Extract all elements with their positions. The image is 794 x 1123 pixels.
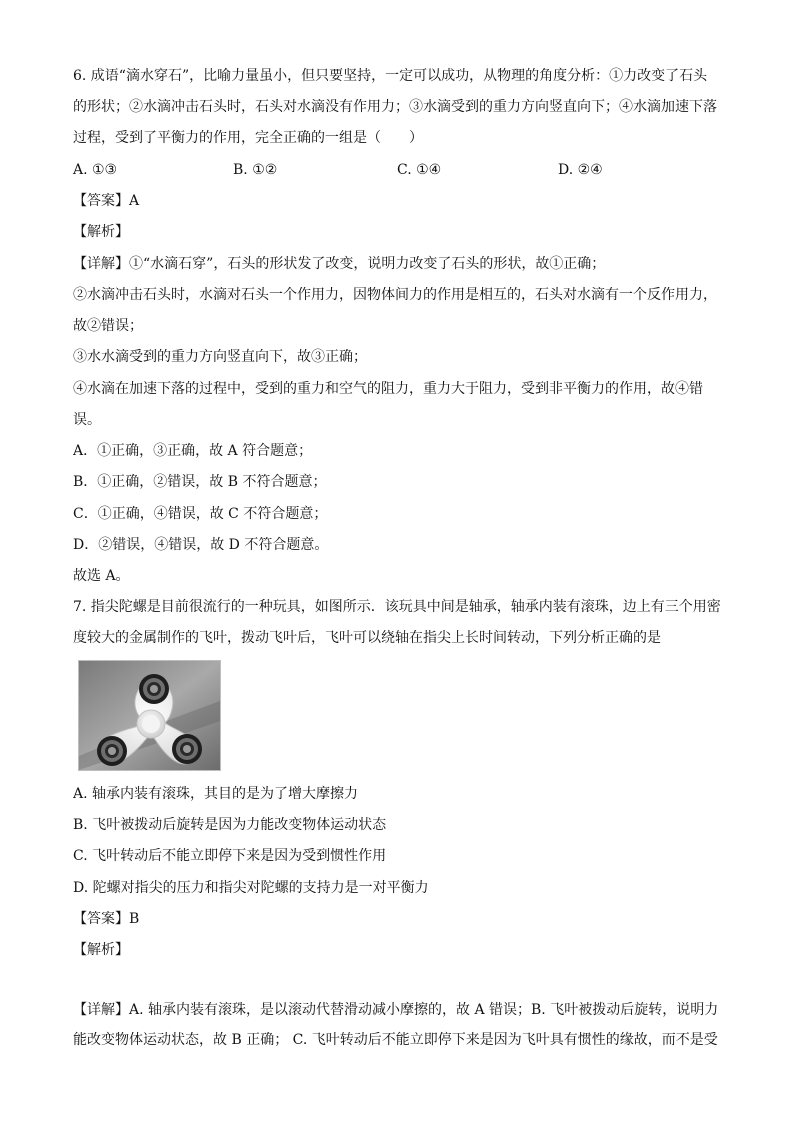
q6-detail-line-4: ③水水滴受到的重力方向竖直向下，故③正确； bbox=[73, 349, 367, 365]
q6-option-c: C. ①④ bbox=[397, 162, 442, 178]
q7-option-d: D. 陀螺对指尖的压力和指尖对陀螺的支持力是一对平衡力 bbox=[73, 880, 429, 896]
q7-analysis-tag: 【解析】 bbox=[73, 942, 129, 958]
q7-option-b: B. 飞叶被拨动后旋转是因为力能改变物体运动状态 bbox=[73, 817, 387, 833]
q6-detail-line-8: B．①正确，②错误，故 B 不符合题意； bbox=[73, 474, 327, 490]
q6-option-a: A. ①③ bbox=[73, 162, 118, 178]
q6-stem-line-1: 6. 成语“滴水穿石”，比喻力量虽小，但只要坚持，一定可以成功，从物理的角度分析：①力改变了石头 bbox=[73, 68, 708, 84]
q6-detail-line-1: 【详解】①“水滴石穿”，石头的形状发了改变，说明力改变了石头的形状，故①正确； bbox=[73, 256, 606, 272]
q7-detail-line-2: 能改变物体运动状态，故 B 正确； C. 飞叶转动后不能立即停下来是因为飞叶具有惯性的缘故，而不是受 bbox=[73, 1032, 718, 1048]
q6-detail-line-11: 故选 A。 bbox=[73, 568, 130, 584]
q6-detail-line-7: A．①正确，③正确，故 A 符合题意； bbox=[73, 443, 313, 459]
q6-detail-line-9: C．①正确，④错误，故 C 不符合题意； bbox=[73, 506, 328, 522]
q7-detail-line-1: 【详解】A. 轴承内装有滚珠，是以滚动代替滑动减小摩擦的，故 A 错误；B. 飞叶被拨动后旋转，说明力 bbox=[73, 1002, 719, 1018]
fidget-spinner-photo-icon bbox=[78, 660, 221, 771]
q6-detail-line-10: D．②错误，④错误，故 D 不符合题意。 bbox=[73, 537, 329, 553]
q7-stem-line-2: 度较大的金属制作的飞叶，拨动飞叶后，飞叶可以绕轴在指尖上长时间转动，下列分析正确的是 bbox=[73, 630, 661, 646]
q7-answer: 【答案】B bbox=[73, 911, 140, 927]
q7-option-c: C. 飞叶转动后不能立即停下来是因为受到惯性作用 bbox=[73, 848, 387, 864]
q7-option-a: A. 轴承内装有滚珠，其目的是为了增大摩擦力 bbox=[73, 786, 359, 802]
q6-answer: 【答案】A bbox=[73, 193, 140, 209]
q6-detail-line-3: 故②错误； bbox=[73, 318, 143, 334]
q6-stem-line-3: 过程，受到了平衡力的作用，完全正确的一组是（ ） bbox=[73, 130, 423, 146]
q6-option-d: D. ②④ bbox=[558, 162, 603, 178]
q6-detail-line-2: ②水滴冲击石头时，水滴对石头一个作用力，因物体间力的作用是相互的，石头对水滴有一个反作用力， bbox=[73, 287, 717, 303]
q6-detail-line-6: 误。 bbox=[73, 412, 101, 428]
q6-detail-line-5: ④水滴在加速下落的过程中，受到的重力和空气的阻力，重力大于阻力，受到非平衡力的作用，故④错 bbox=[73, 381, 703, 397]
q6-analysis-tag: 【解析】 bbox=[73, 224, 129, 240]
q7-stem-line-1: 7. 指尖陀螺是目前很流行的一种玩具，如图所示．该玩具中间是轴承，轴承内装有滚珠，边上有三个用密 bbox=[73, 599, 721, 615]
q6-stem-line-2: 的形状；②水滴冲击石头时，石头对水滴没有作用力；③水滴受到的重力方向竖直向下；④水滴加速下落 bbox=[73, 99, 717, 115]
q6-option-b: B. ①② bbox=[233, 162, 278, 178]
q6-options bbox=[73, 160, 733, 180]
